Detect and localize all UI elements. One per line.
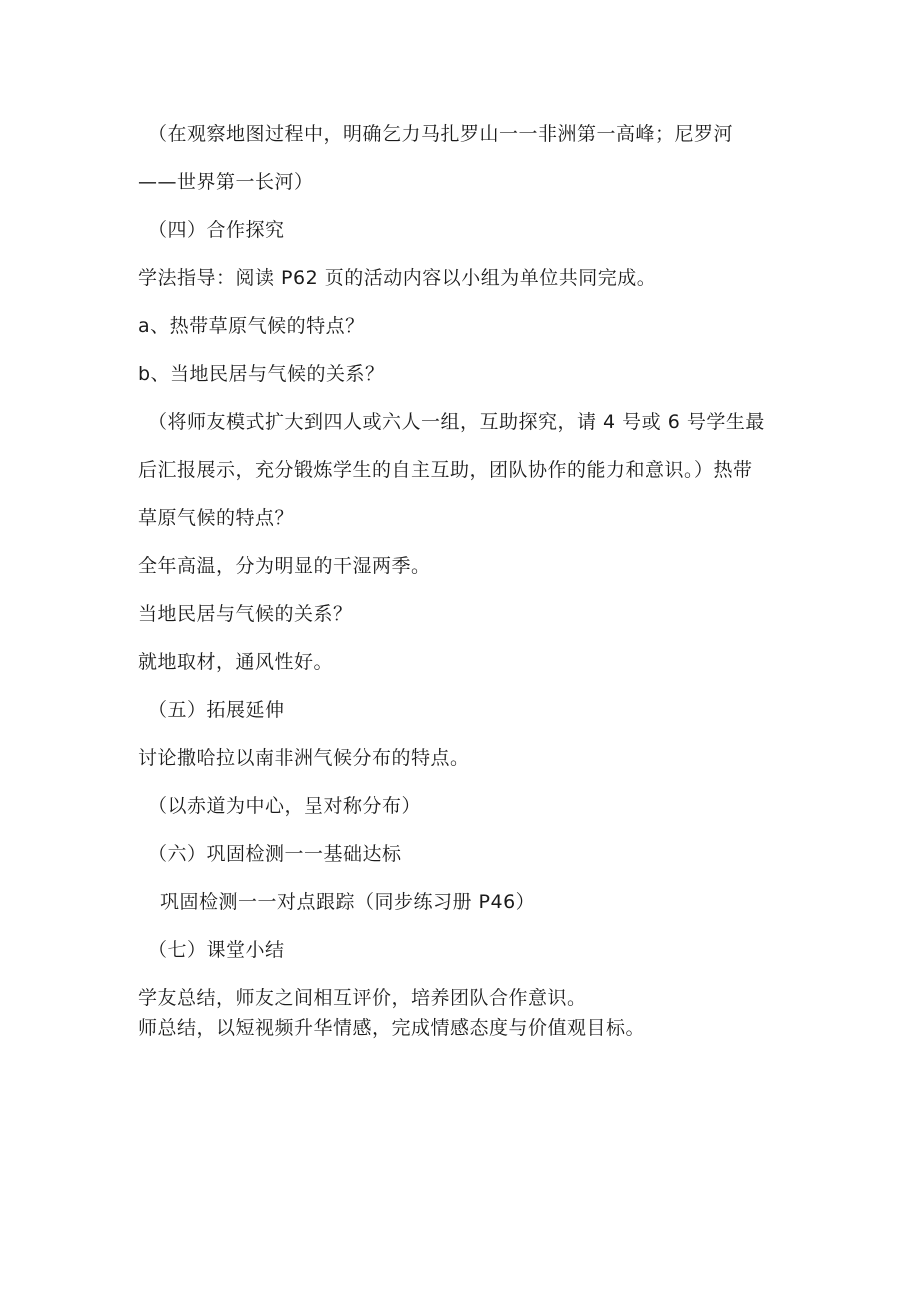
question-b: b、当地民居与气候的关系？ — [138, 363, 385, 385]
text-line-nile: ——世界第一长河） — [138, 171, 314, 193]
text-line-peer-summary: 学友总结，师友之间相互评价，培养团队合作意识。 — [138, 987, 587, 1009]
text-line-practice: 巩固检测一一对点跟踪（同步练习册 P46） — [160, 891, 536, 913]
text-line-study-guide: 学法指导：阅读 P62 页的活动内容以小组为单位共同完成。 — [138, 267, 657, 289]
answer-b: 就地取材，通风性好。 — [138, 651, 334, 673]
text-line-group-mode-3: 草原气候的特点？ — [138, 507, 295, 529]
text-line-discussion: 讨论撒哈拉以南非洲气候分布的特点。 — [138, 747, 470, 769]
text-line-equator: （以赤道为中心，呈对称分布） — [148, 795, 422, 817]
question-a: a、热带草原气候的特点？ — [138, 315, 365, 337]
answer-a: 全年高温，分为明显的干湿两季。 — [138, 555, 431, 577]
question-b-repeat: 当地民居与气候的关系？ — [138, 603, 353, 625]
text-line-group-mode-2: 后汇报展示，充分锻炼学生的自主互助，团队协作的能力和意识。）热带 — [138, 459, 753, 481]
section-heading-extension: （五）拓展延伸 — [148, 699, 285, 721]
text-line-group-mode-1: （将师友模式扩大到四人或六人一组，互助探究，请 4 号或 6 号学生最 — [148, 411, 765, 433]
text-line-teacher-summary: 师总结，以短视频升华情感，完成情感态度与价值观目标。 — [138, 1017, 646, 1039]
section-heading-cooperation: （四）合作探究 — [148, 219, 285, 241]
section-heading-consolidation: （六）巩固检测一一基础达标 — [148, 843, 402, 865]
text-line-observation: （在观察地图过程中，明确乞力马扎罗山一一非洲第一高峰；尼罗河 — [148, 123, 734, 145]
section-heading-summary: （七）课堂小结 — [148, 939, 285, 961]
